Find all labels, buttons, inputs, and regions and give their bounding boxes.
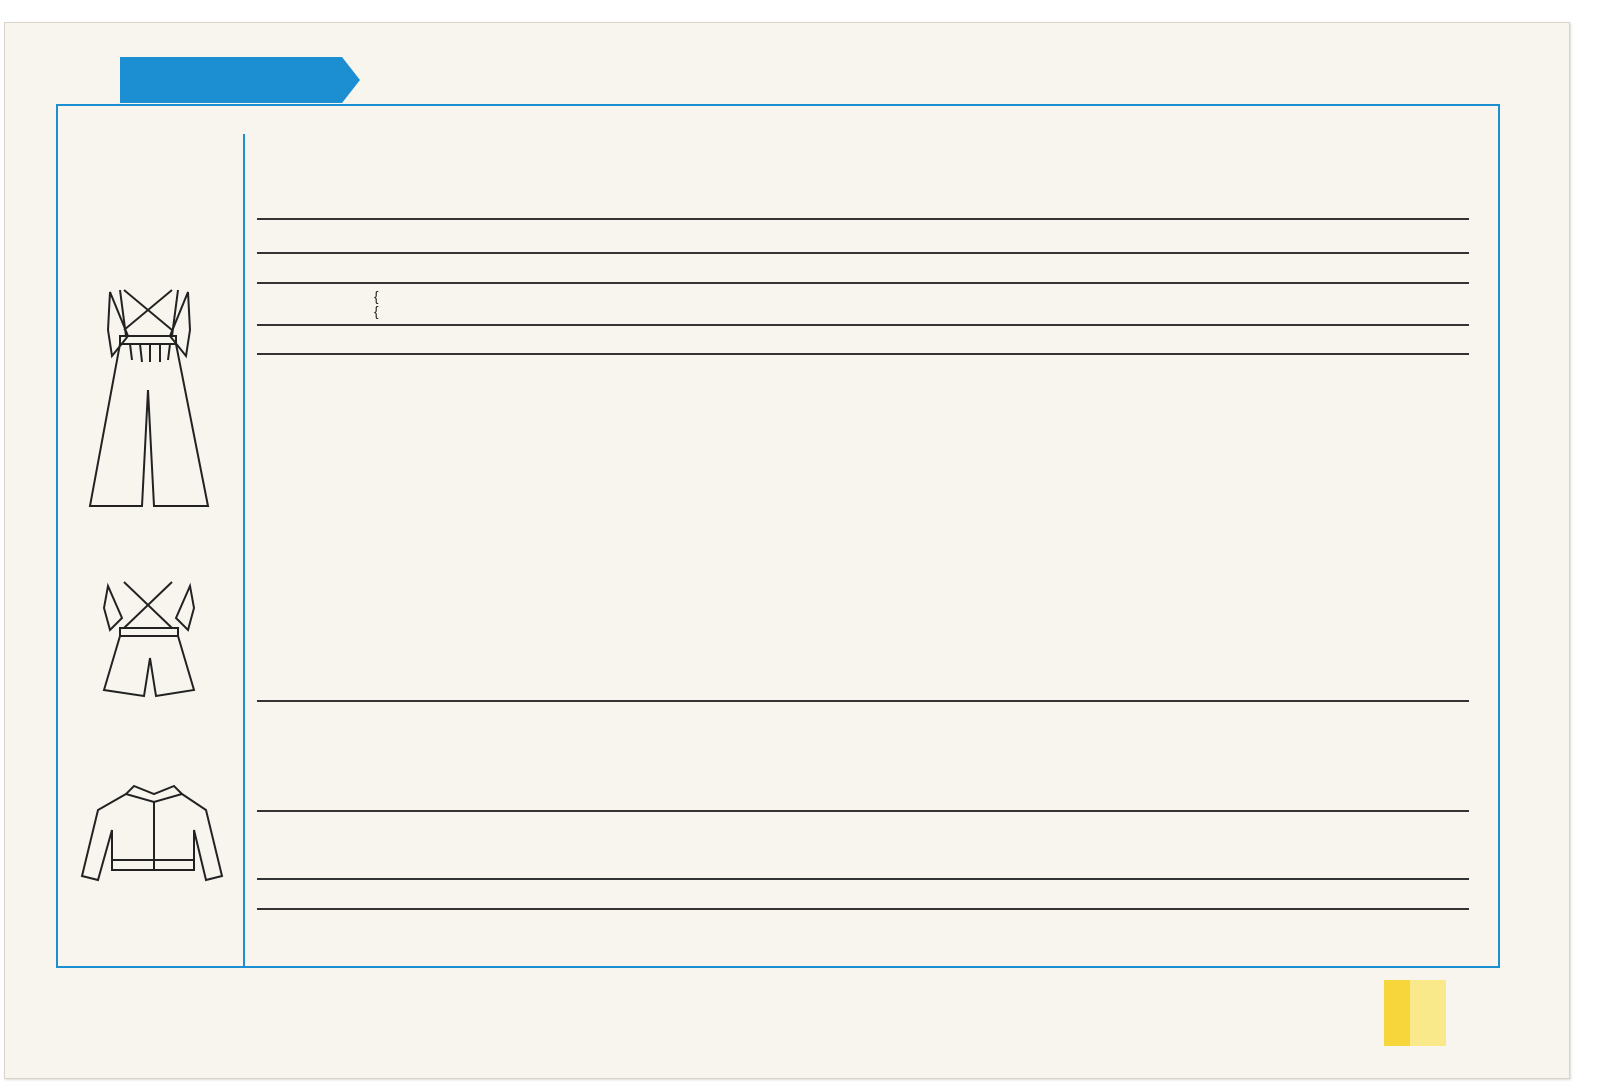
rule-1	[257, 218, 1469, 220]
rule-2	[257, 252, 1469, 254]
jacket-sketch	[78, 780, 228, 892]
rule-3	[257, 282, 1469, 284]
breast-waist-labels: { {	[374, 289, 379, 319]
conversion-ruler	[356, 34, 1496, 96]
rule-notions	[257, 878, 1469, 880]
rule-width	[257, 810, 1469, 812]
quick-conversion-tab	[120, 57, 342, 103]
view2-dungarees-sketch	[90, 568, 210, 708]
view1-dungarees-sketch	[80, 270, 220, 520]
content-frame	[56, 104, 1500, 968]
sidebar-divider	[243, 134, 245, 966]
rule-garment	[257, 700, 1469, 702]
rule-5	[257, 353, 1469, 355]
yellow-sticker	[1384, 980, 1446, 1046]
rule-fabrics	[257, 908, 1469, 910]
rule-4	[257, 324, 1469, 326]
